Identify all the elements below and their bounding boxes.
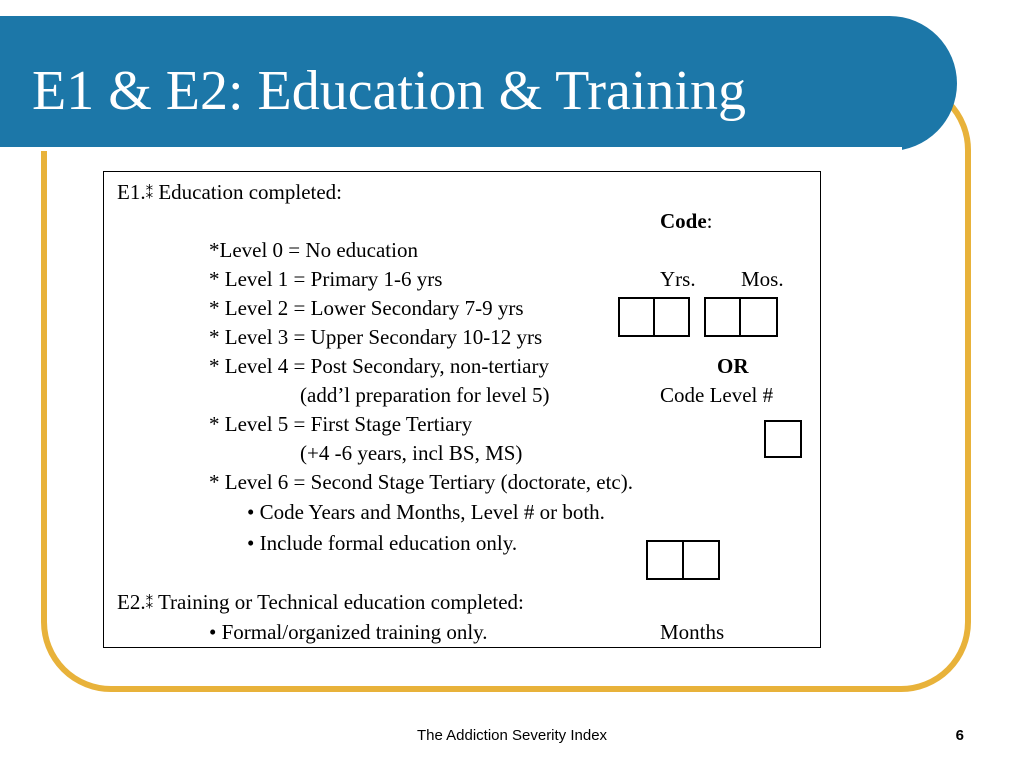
years-digit-1-box[interactable] (618, 297, 655, 337)
training-months-digit-2-box[interactable] (682, 540, 720, 580)
e1-label: Education completed: (158, 180, 343, 204)
level-4-note: (add’l preparation for level 5) (300, 383, 550, 407)
months-label: Months (660, 620, 725, 644)
title-bar (0, 16, 957, 151)
code-heading (660, 209, 713, 233)
note-code-years (247, 500, 605, 524)
slide-title: E1 & E2: Education & Training (32, 60, 746, 122)
e2-heading (117, 590, 524, 616)
e1-heading (117, 180, 342, 206)
e2-prefix: E2. (117, 590, 146, 614)
title-underline (0, 147, 902, 151)
code-label: Code (660, 209, 707, 233)
bullet-icon: • (209, 620, 217, 644)
mos-label: Mos. (741, 267, 784, 291)
note-formal-only-text: Include formal education only. (259, 531, 518, 555)
code-colon: : (706, 209, 713, 233)
level-3-text: * Level 3 = Upper Secondary 10-12 yrs (209, 325, 543, 349)
page-number: 6 (955, 727, 964, 744)
e2-note (209, 620, 488, 644)
level-4-text: * Level 4 = Post Secondary, non-tertiary (209, 354, 549, 378)
level-1-text: * Level 1 = Primary 1-6 yrs (209, 267, 443, 291)
e2-asterisk-icon: ⁑ (145, 596, 154, 612)
level-5-text: * Level 5 = First Stage Tertiary (209, 412, 473, 436)
level-0-text: *Level 0 = No education (209, 238, 418, 262)
code-level-label: Code Level # (660, 383, 774, 407)
level-5-note: (+4 -6 years, incl BS, MS) (300, 441, 523, 465)
level-6-text: * Level 6 = Second Stage Tertiary (doctorate, etc). (209, 470, 633, 494)
months-digit-2-box[interactable] (739, 297, 778, 337)
note-formal-only (247, 531, 517, 555)
years-digit-2-box[interactable] (653, 297, 690, 337)
footer-text: The Addiction Severity Index (416, 727, 608, 744)
asi-form-box (103, 171, 821, 648)
training-months-digit-1-box[interactable] (646, 540, 684, 580)
code-level-box[interactable] (764, 420, 802, 458)
e1-asterisk-icon: ⁑ (145, 186, 154, 202)
months-digit-1-box[interactable] (704, 297, 741, 337)
e1-prefix: E1. (117, 180, 146, 204)
bullet-icon: • (247, 500, 255, 524)
yrs-label: Yrs. (660, 267, 696, 291)
e2-note-text: Formal/organized training only. (221, 620, 488, 644)
note-code-years-text: Code Years and Months, Level # or both. (259, 500, 605, 524)
e2-label: Training or Technical education completed: (157, 590, 524, 614)
or-label: OR (717, 354, 749, 378)
bullet-icon: • (247, 531, 255, 555)
level-2-text: * Level 2 = Lower Secondary 7-9 yrs (209, 296, 524, 320)
